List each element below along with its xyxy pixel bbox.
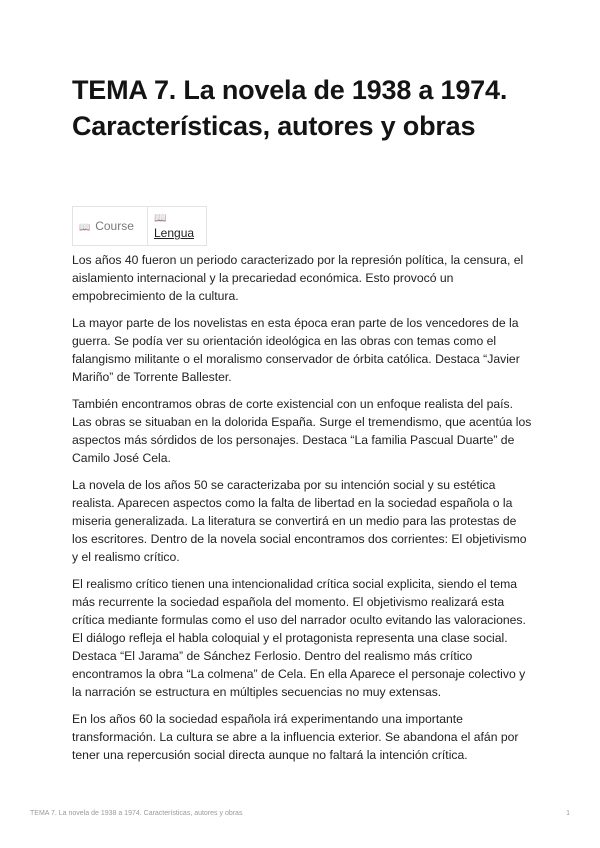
page-footer bbox=[30, 810, 570, 817]
paragraph: En los años 60 la sociedad española irá experimentando una importante transformación. La cultura se abre a la influencia exterior. Se abandona el afán por tener una repercusión social directa aunque no faltará la intención crítica. bbox=[72, 712, 519, 762]
page-number: 1 bbox=[566, 810, 570, 817]
page-title: TEMA 7. La novela de 1938 a 1974. Características, autores y obras bbox=[72, 75, 508, 141]
property-row-course bbox=[73, 207, 207, 246]
property-key bbox=[73, 207, 148, 246]
paragraph: La mayor parte de los novelistas en esta época eran parte de los vencedores de la guerra. Se podía ver su orientación ideológica en las obras con temas como el falangismo militante o el moralismo conservador de órbita católica. Destaca “Javier Mariño” de Torrente Ballester. bbox=[72, 316, 520, 384]
paragraph: Los años 40 fueron un periodo caracterizado por la represión política, la censura, el aislamiento internacional y la precariedad económica. Esto provocó un empobrecimiento de la cultura. bbox=[72, 253, 524, 303]
property-value bbox=[148, 207, 207, 246]
properties-table bbox=[72, 206, 207, 246]
paragraph: El realismo crítico tienen una intencionalidad crítica social explicita, siendo el tema más recurrente la sociedad española del momento. El objetivismo realizará esta crítica mediante formulas como el uso del narrador oculto evitando las valoraciones. El diálogo refleja el habla coloquial y el protagonista representa una clase social. Destaca “El Jarama” de Sánchez Ferlosio. Dentro del realismo más crítico encontramos la obra “La colmena” de Cela. En ella Aparece el personaje colectivo y la narración se estructura en múltiples secuencias no muy extensas. bbox=[72, 577, 526, 699]
book-icon: 📖 bbox=[79, 222, 91, 232]
property-key-label: Course bbox=[95, 219, 134, 233]
course-link[interactable]: Lengua bbox=[154, 226, 195, 240]
document-body bbox=[72, 251, 532, 773]
paragraph: La novela de los años 50 se caracterizaba por su intención social y su estética realista. Aparecen aspectos como la falta de libertad en la sociedad española o la miseria generalizada. La literatura se convertirá en un medio para las protestas de los escritores. Dentro de la novela social encontramos dos corrientes: El objetivismo y el realismo crítico. bbox=[72, 478, 527, 564]
book-icon: 📖 bbox=[154, 213, 167, 224]
footer-title: TEMA 7. La novela de 1938 a 1974. Características, autores y obras bbox=[30, 810, 243, 817]
paragraph: También encontramos obras de corte existencial con un enfoque realista del país. Las obras se situaban en la dolorida España. Surge el tremendismo, que acentúa los aspectos más sórdidos de los personajes. Destaca “La familia Pascual Duarte” de Camilo José Cela. bbox=[72, 397, 532, 465]
